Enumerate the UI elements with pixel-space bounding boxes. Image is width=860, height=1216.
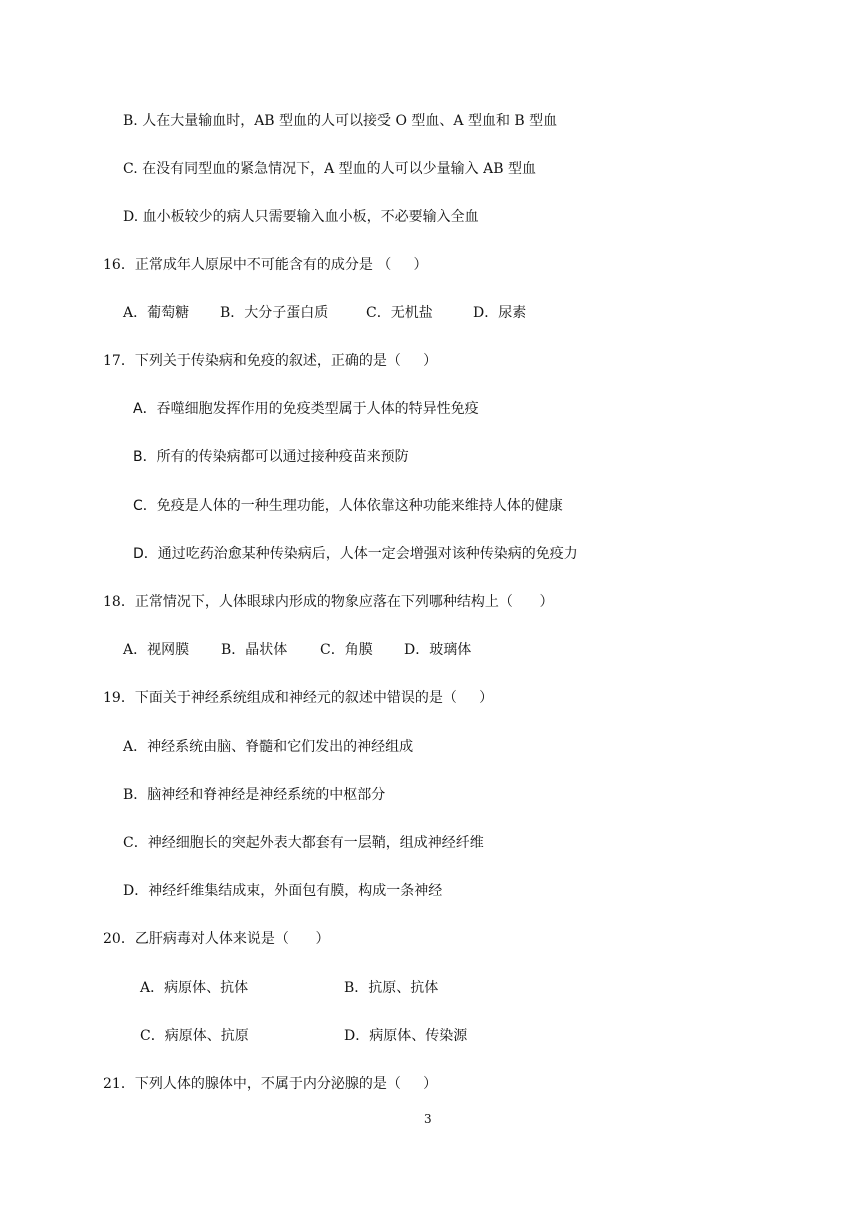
- q19-option-b: B．脑神经和脊神经是神经系统的中枢部分: [123, 787, 386, 803]
- q19-option-c: C．神经细胞长的突起外表大都套有一层鞘，组成神经纤维: [123, 835, 484, 851]
- q20-option-c: C．病原体、抗原: [140, 1028, 249, 1044]
- q20-option-d: D．病原体、传染源: [344, 1028, 468, 1044]
- q16-stem: 16．正常成年人原尿中不可能含有的成分是 （ ）: [103, 257, 428, 273]
- q21-stem: 21．下列人体的腺体中，不属于内分泌腺的是（ ）: [103, 1076, 438, 1092]
- q18-option-a: A．视网膜: [123, 642, 190, 658]
- q20-stem: 20．乙肝病毒对人体来说是（ ）: [103, 931, 330, 947]
- q17-option-a: A．吞噬细胞发挥作用的免疫类型属于人体的特异性免疫: [133, 401, 479, 417]
- page-number: 3: [424, 1112, 432, 1126]
- q17-stem: 17．下列关于传染病和免疫的叙述，正确的是（ ）: [103, 353, 438, 369]
- q17-option-c: C．免疫是人体的一种生理功能，人体依靠这种功能来维持人体的健康: [133, 498, 563, 514]
- q19-option-a: A．神经系统由脑、脊髓和它们发出的神经组成: [123, 739, 414, 755]
- q15-option-d: D. 血小板较少的病人只需要输入血小板，不必要输入全血: [123, 209, 479, 225]
- q15-option-c: C. 在没有同型血的紧急情况下，A 型血的人可以少量输入 AB 型血: [123, 161, 536, 177]
- q16-option-a: A．葡萄糖: [123, 305, 190, 321]
- q19-stem: 19．下面关于神经系统组成和神经元的叙述中错误的是（ ）: [103, 690, 494, 706]
- q18-option-d: D．玻璃体: [404, 642, 472, 658]
- q20-option-b: B．抗原、抗体: [344, 980, 439, 996]
- q18-option-b: B．晶状体: [221, 642, 288, 658]
- q20-option-a: A．病原体、抗体: [140, 980, 249, 996]
- q17-option-d: D．通过吃药治愈某种传染病后，人体一定会增强对该种传染病的免疫力: [133, 546, 578, 562]
- q18-stem: 18．正常情况下，人体眼球内形成的物象应落在下列哪种结构上（ ）: [103, 594, 554, 610]
- q16-option-d: D．尿素: [473, 305, 527, 321]
- q18-option-c: C．角膜: [320, 642, 373, 658]
- q17-option-b: B．所有的传染病都可以通过接种疫苗来预防: [133, 449, 409, 465]
- q16-option-c: C．无机盐: [366, 305, 433, 321]
- q16-option-b: B．大分子蛋白质: [220, 305, 329, 321]
- q19-option-d: D．神经纤维集结成束，外面包有膜，构成一条神经: [123, 883, 443, 899]
- q15-option-b: B. 人在大量输血时，AB 型血的人可以接受 O 型血、A 型血和 B 型血: [123, 113, 558, 129]
